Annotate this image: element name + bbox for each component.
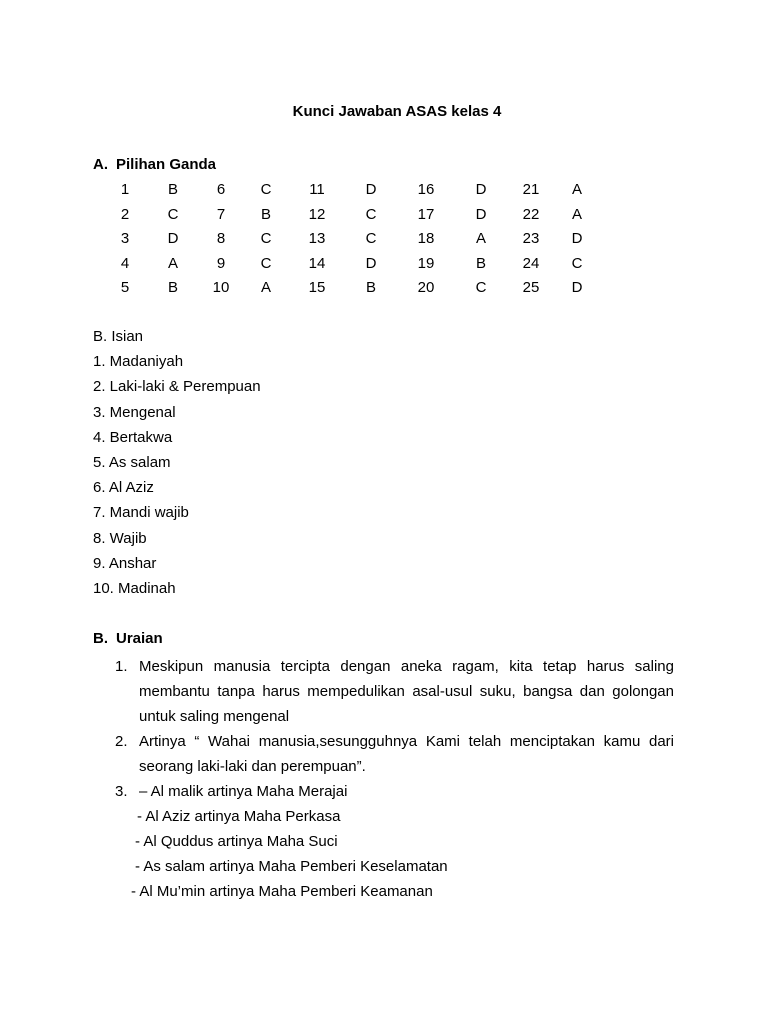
answer-letter: C xyxy=(260,181,272,198)
question-number: 3 xyxy=(120,230,130,248)
answer-letter: C xyxy=(260,254,272,272)
isian-item: 6. Al Aziz xyxy=(93,479,154,497)
isian-item: 2. Laki-laki & Perempuan xyxy=(93,378,261,396)
section-b-isian xyxy=(93,327,261,604)
question-number: 16 xyxy=(417,181,435,198)
question-number: 13 xyxy=(308,230,326,248)
isian-item: 10. Madinah xyxy=(93,579,176,597)
answer-letter: C xyxy=(475,279,487,297)
answer-key-table xyxy=(0,180,768,303)
uraian-list xyxy=(0,654,768,904)
uraian-text-line: Meskipun manusia tercipta dengan aneka ragam, kita tetap harus saling xyxy=(139,658,674,675)
uraian-text-line: seorang laki-laki dan perempuan”. xyxy=(139,758,366,775)
uraian-text-line: Artinya “ Wahai manusia,sesungguhnya Kami telah menciptakan kamu dari xyxy=(139,733,674,750)
question-number: 18 xyxy=(417,230,435,248)
answer-letter: A xyxy=(571,205,582,223)
isian-item: 9. Anshar xyxy=(93,554,157,572)
section-a-number: A. xyxy=(93,156,108,173)
answer-letter: A xyxy=(167,254,178,272)
isian-item: 1. Madaniyah xyxy=(93,353,184,371)
question-number: 14 xyxy=(308,254,326,272)
question-number: 6 xyxy=(216,181,226,198)
isian-item: 8. Wajib xyxy=(93,529,147,547)
isian-item: 3. Mengenal xyxy=(93,403,176,421)
question-number: 8 xyxy=(216,230,226,248)
answer-letter: D xyxy=(475,205,487,223)
question-number: 11 xyxy=(309,181,325,198)
uraian-item xyxy=(115,779,674,804)
question-number: 9 xyxy=(216,254,226,272)
question-number: 17 xyxy=(417,205,435,223)
document-title: Kunci Jawaban ASAS kelas 4 xyxy=(292,103,502,120)
uraian-item-number: 1. xyxy=(115,658,128,675)
isian-item: 5. As salam xyxy=(93,453,171,471)
isian-item: 7. Mandi wajib xyxy=(93,504,189,522)
section-a-heading xyxy=(93,155,216,175)
answer-letter: D xyxy=(365,181,377,198)
uraian-sub-line: - Al Quddus artinya Maha Suci xyxy=(135,833,338,850)
question-number: 22 xyxy=(522,205,540,223)
answer-letter: B xyxy=(167,181,178,198)
answer-row xyxy=(0,278,768,303)
answer-letter: A xyxy=(260,279,271,297)
question-number: 10 xyxy=(212,279,230,297)
uraian-text-line: – Al malik artinya Maha Merajai xyxy=(139,783,348,800)
question-number: 7 xyxy=(216,205,226,223)
answer-row xyxy=(0,180,768,205)
answer-letter: C xyxy=(571,254,583,272)
answer-letter: D xyxy=(571,279,583,297)
question-number: 25 xyxy=(522,279,540,297)
question-number: 12 xyxy=(308,205,326,223)
question-number: 1 xyxy=(120,181,130,198)
question-number: 4 xyxy=(120,254,130,272)
isian-item: 4. Bertakwa xyxy=(93,428,173,446)
uraian-sub-line: - Al Aziz artinya Maha Perkasa xyxy=(137,808,341,825)
question-number: 21 xyxy=(522,181,540,198)
uraian-number: B. xyxy=(93,630,108,647)
section-a-title: Pilihan Ganda xyxy=(116,156,217,173)
answer-letter: B xyxy=(167,279,178,297)
answer-letter: C xyxy=(365,230,377,248)
question-number: 2 xyxy=(120,205,130,223)
answer-letter: B xyxy=(365,279,376,297)
answer-letter: B xyxy=(475,254,486,272)
answer-row xyxy=(0,229,768,254)
answer-row xyxy=(0,254,768,279)
section-b-uraian-heading xyxy=(93,629,163,649)
isian-heading: B. Isian xyxy=(93,328,144,345)
question-number: 24 xyxy=(522,254,540,272)
question-number: 5 xyxy=(120,279,130,297)
answer-letter: D xyxy=(365,254,377,272)
answer-letter: D xyxy=(475,181,487,198)
uraian-item-number: 3. xyxy=(115,783,128,800)
answer-letter: C xyxy=(365,205,377,223)
uraian-item-number: 2. xyxy=(115,733,128,750)
question-number: 23 xyxy=(522,230,540,248)
answer-row xyxy=(0,205,768,230)
uraian-item xyxy=(115,654,674,729)
answer-letter: D xyxy=(167,230,179,248)
uraian-text-line: membantu tanpa harus mempedulikan asal-usul suku, bangsa dan golongan xyxy=(139,683,674,700)
answer-letter: D xyxy=(571,230,583,248)
uraian-sub-line: - Al Mu’min artinya Maha Pemberi Keamanan xyxy=(131,883,433,900)
uraian-item xyxy=(115,729,674,779)
answer-letter: C xyxy=(167,205,179,223)
uraian-sub-line: - As salam artinya Maha Pemberi Keselamatan xyxy=(135,858,448,875)
question-number: 15 xyxy=(308,279,326,297)
answer-letter: A xyxy=(571,181,582,198)
question-number: 20 xyxy=(417,279,435,297)
answer-letter: C xyxy=(260,230,272,248)
answer-letter: A xyxy=(475,230,486,248)
answer-letter: B xyxy=(260,205,271,223)
uraian-text-line: untuk saling mengenal xyxy=(139,708,290,725)
uraian-title: Uraian xyxy=(116,630,163,647)
question-number: 19 xyxy=(417,254,435,272)
